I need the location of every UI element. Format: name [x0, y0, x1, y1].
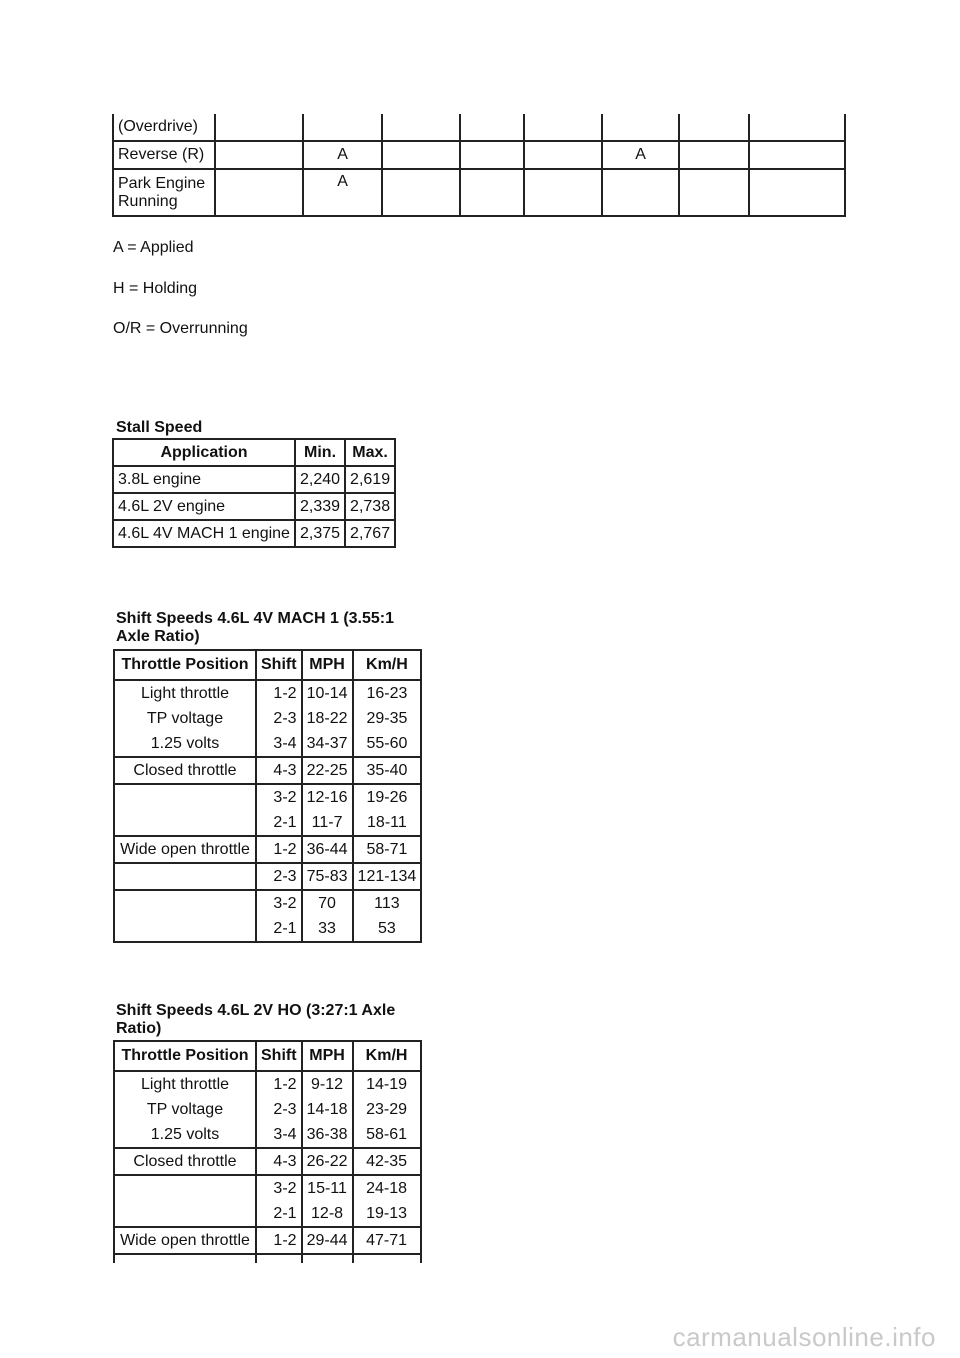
- table-cell: [114, 784, 256, 810]
- table-cell: 2,240: [295, 466, 345, 493]
- row-label: (Overdrive): [113, 114, 215, 141]
- table-cell: 42-35: [353, 1148, 421, 1175]
- table-cell: 2,375: [295, 520, 345, 547]
- table-cell: 2-3: [256, 1097, 302, 1122]
- table-cell: 36-44: [302, 836, 353, 863]
- table-cell: 1-2: [256, 836, 302, 863]
- table-cell: 58-71: [353, 836, 422, 863]
- table-cell: [215, 114, 303, 141]
- table-cell: 26-22: [302, 1148, 353, 1175]
- table-cell: [460, 114, 524, 141]
- table-cell: 18-22: [302, 706, 353, 731]
- table-cell: [524, 169, 602, 216]
- table-cell: [749, 141, 845, 169]
- table-cell: 2-1: [256, 1201, 302, 1227]
- table-cell: 3-2: [256, 890, 302, 916]
- table-cell: 1.25 volts: [114, 731, 256, 757]
- table-cell: Closed throttle: [114, 757, 256, 784]
- table-row: [114, 706, 421, 731]
- table-cell: 14-19: [353, 1071, 421, 1097]
- table-cell: [749, 114, 845, 141]
- table-cell: 1-2: [256, 1227, 302, 1254]
- table-cell: 3.8L engine: [113, 466, 295, 493]
- table-cell: [114, 810, 256, 836]
- table-cell: 2-1: [256, 810, 302, 836]
- table-cell: 23-29: [353, 1097, 421, 1122]
- row-label: Park Engine Running: [113, 169, 215, 216]
- table-cell: [256, 1254, 302, 1263]
- table-cell: 70: [302, 890, 353, 916]
- table-cell: 34-37: [302, 731, 353, 757]
- table-cell: 29-44: [302, 1227, 353, 1254]
- table-cell: 2,767: [345, 520, 395, 547]
- table-cell: Light throttle: [114, 680, 256, 706]
- column-header: Throttle Position: [114, 1041, 256, 1071]
- shift-mach1-title: Shift Speeds 4.6L 4V MACH 1 (3.55:1 Axle Ratio): [116, 610, 395, 645]
- table-row: [114, 1148, 421, 1175]
- table-cell: [302, 1254, 353, 1263]
- table-cell: 4.6L 2V engine: [113, 493, 295, 520]
- table-cell: 3-2: [256, 784, 302, 810]
- table-cell: 4-3: [256, 1148, 302, 1175]
- table-cell: A: [303, 169, 383, 216]
- table-cell: [602, 114, 680, 141]
- table-cell: 36-38: [302, 1122, 353, 1148]
- table-row: [114, 1122, 421, 1148]
- table-row: [114, 784, 421, 810]
- table-cell: 53: [353, 916, 422, 942]
- table-cell: Light throttle: [114, 1071, 256, 1097]
- table-row: [113, 520, 395, 547]
- table-cell: 22-25: [302, 757, 353, 784]
- table-row: [114, 1201, 421, 1227]
- table-cell: 9-12: [302, 1071, 353, 1097]
- table-row: [114, 810, 421, 836]
- table-row: [114, 731, 421, 757]
- table-cell: [114, 916, 256, 942]
- table-row: [114, 1097, 421, 1122]
- legend-overrunning: O/R = Overrunning: [113, 320, 248, 337]
- table-cell: 4.6L 4V MACH 1 engine: [113, 520, 295, 547]
- table-row: [113, 493, 395, 520]
- table-cell: 1.25 volts: [114, 1122, 256, 1148]
- table-cell: [524, 141, 602, 169]
- table-row: [114, 1227, 421, 1254]
- table-row: [114, 1071, 421, 1097]
- table-cell: A: [602, 141, 680, 169]
- table-cell: 1-2: [256, 1071, 302, 1097]
- column-header: Shift: [256, 1041, 302, 1071]
- table-cell: 16-23: [353, 680, 422, 706]
- table-header-row: [114, 1041, 421, 1071]
- table-cell: 3-2: [256, 1175, 302, 1201]
- column-header: Application: [113, 439, 295, 466]
- table-cell: [114, 1254, 256, 1263]
- table-cell: 15-11: [302, 1175, 353, 1201]
- table-cell: 19-26: [353, 784, 422, 810]
- table-cell: 12-16: [302, 784, 353, 810]
- table-cell: 12-8: [302, 1201, 353, 1227]
- shift-2vho-title: Shift Speeds 4.6L 2V HO (3:27:1 Axle Ratio): [116, 1002, 396, 1037]
- table-row: [114, 916, 421, 942]
- table-header-row: [113, 439, 395, 466]
- table-cell: 2,738: [345, 493, 395, 520]
- table-cell: [679, 141, 749, 169]
- table-cell: [382, 169, 460, 216]
- table-cell: TP voltage: [114, 706, 256, 731]
- watermark: carmanualsonline.info: [672, 1322, 936, 1352]
- table-cell: 19-13: [353, 1201, 421, 1227]
- column-header: Throttle Position: [114, 650, 256, 680]
- table-cell: [602, 169, 680, 216]
- shift-mach1-table: [113, 649, 422, 943]
- table-cell: 55-60: [353, 731, 422, 757]
- legend-applied: A = Applied: [113, 239, 194, 256]
- table-cell: 24-18: [353, 1175, 421, 1201]
- table-cell: [460, 141, 524, 169]
- column-header: MPH: [302, 650, 353, 680]
- table-cell: 75-83: [302, 863, 353, 890]
- table-cell: [114, 1175, 256, 1201]
- table-cell: 3-4: [256, 1122, 302, 1148]
- table-cell: [215, 169, 303, 216]
- table-cell: 113: [353, 890, 422, 916]
- table-cell: 1-2: [256, 680, 302, 706]
- table-row: [113, 169, 845, 216]
- table-cell: 2,619: [345, 466, 395, 493]
- table-row: [113, 466, 395, 493]
- stall-speed-table: [112, 438, 396, 548]
- table-cell: Closed throttle: [114, 1148, 256, 1175]
- column-header: Max.: [345, 439, 395, 466]
- table-row: [114, 1175, 421, 1201]
- table-cell: 35-40: [353, 757, 422, 784]
- table-header-row: [114, 650, 421, 680]
- column-header: Min.: [295, 439, 345, 466]
- table-cell: 2-1: [256, 916, 302, 942]
- table-cell: Wide open throttle: [114, 836, 256, 863]
- table-cell: 2-3: [256, 863, 302, 890]
- table-row: [113, 114, 845, 141]
- table-cell: A: [303, 141, 383, 169]
- table-cell: [382, 141, 460, 169]
- column-header: Km/H: [353, 650, 422, 680]
- table-cell: [524, 114, 602, 141]
- table-cell: [749, 169, 845, 216]
- table-row: [114, 757, 421, 784]
- table-cell: 47-71: [353, 1227, 421, 1254]
- row-label: Reverse (R): [113, 141, 215, 169]
- table-cell: 2,339: [295, 493, 345, 520]
- table-row: [114, 680, 421, 706]
- table-cell: 58-61: [353, 1122, 421, 1148]
- table-cell: [114, 863, 256, 890]
- table-row: [114, 836, 421, 863]
- table-row: [114, 890, 421, 916]
- table-cell: 4-3: [256, 757, 302, 784]
- table-cell: [114, 1201, 256, 1227]
- table-cell: 10-14: [302, 680, 353, 706]
- table-cell: [679, 114, 749, 141]
- table-row: [114, 1254, 421, 1263]
- table-row: [114, 863, 421, 890]
- stall-speed-title: Stall Speed: [116, 419, 203, 436]
- table-cell: 3-4: [256, 731, 302, 757]
- table-cell: Wide open throttle: [114, 1227, 256, 1254]
- table-cell: [215, 141, 303, 169]
- legend-holding: H = Holding: [113, 280, 198, 297]
- table-cell: [353, 1254, 421, 1263]
- table-cell: [382, 114, 460, 141]
- table-cell: 29-35: [353, 706, 422, 731]
- table-cell: [114, 890, 256, 916]
- table-cell: 121-134: [353, 863, 422, 890]
- table-cell: 14-18: [302, 1097, 353, 1122]
- table-cell: [679, 169, 749, 216]
- column-header: MPH: [302, 1041, 353, 1071]
- table-cell: 11-7: [302, 810, 353, 836]
- table-cell: 2-3: [256, 706, 302, 731]
- column-header: Km/H: [353, 1041, 421, 1071]
- table-cell: 18-11: [353, 810, 422, 836]
- table-cell: [303, 114, 383, 141]
- shift-2vho-table: [113, 1040, 422, 1263]
- table-cell: TP voltage: [114, 1097, 256, 1122]
- table-cell: [460, 169, 524, 216]
- table-cell: 33: [302, 916, 353, 942]
- table-row: [113, 141, 845, 169]
- clutch-application-table: [112, 114, 846, 217]
- column-header: Shift: [256, 650, 302, 680]
